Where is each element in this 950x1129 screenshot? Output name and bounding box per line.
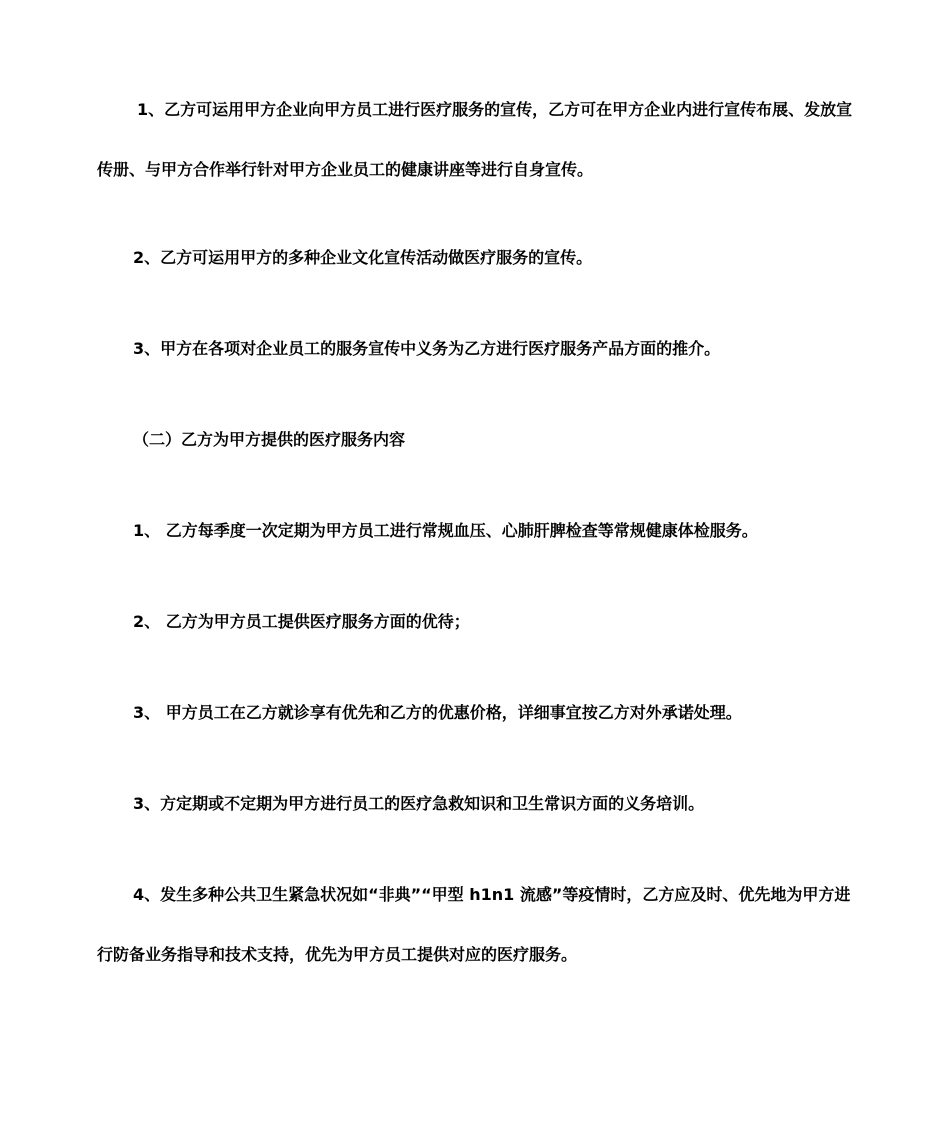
paragraph-7: 3、方定期或不定期为甲方进行员工的医疗急救知识和卫生常识方面的义务培训。: [133, 794, 705, 813]
paragraph-4: 1、 乙方每季度一次定期为甲方员工进行常规血压、心肺肝脾检查等常规健康体检服务。: [133, 521, 758, 540]
paragraph-1: 1、乙方可运用甲方企业向甲方员工进行医疗服务的宣传，乙方可在甲方企业内进行宣传布展、发放宣传册、与甲方合作举行针对甲方企业员工的健康讲座等进行自身宣传。: [97, 100, 853, 179]
paragraph-5: 2、 乙方为甲方员工提供医疗服务方面的优待；: [133, 612, 470, 631]
paragraph-2: 2、乙方可运用甲方的多种企业文化宣传活动做医疗服务的宣传。: [133, 248, 593, 267]
paragraph-6: 3、 甲方员工在乙方就诊享有优先和乙方的优惠价格，详细事宜按乙方对外承诺处理。: [133, 703, 742, 722]
section-heading: （二）乙方为甲方提供的医疗服务内容: [133, 430, 406, 449]
paragraph-3: 3、甲方在各项对企业员工的服务宣传中义务为乙方进行医疗服务产品方面的推介。: [133, 339, 721, 358]
paragraph-8: 4、发生多种公共卫生紧急状况如“非典”“甲型 h1n1 流感”等疫情时，乙方应及时、优先地为甲方进行防备业务指导和技术支持，优先为甲方员工提供对应的医疗服务。: [97, 885, 851, 964]
